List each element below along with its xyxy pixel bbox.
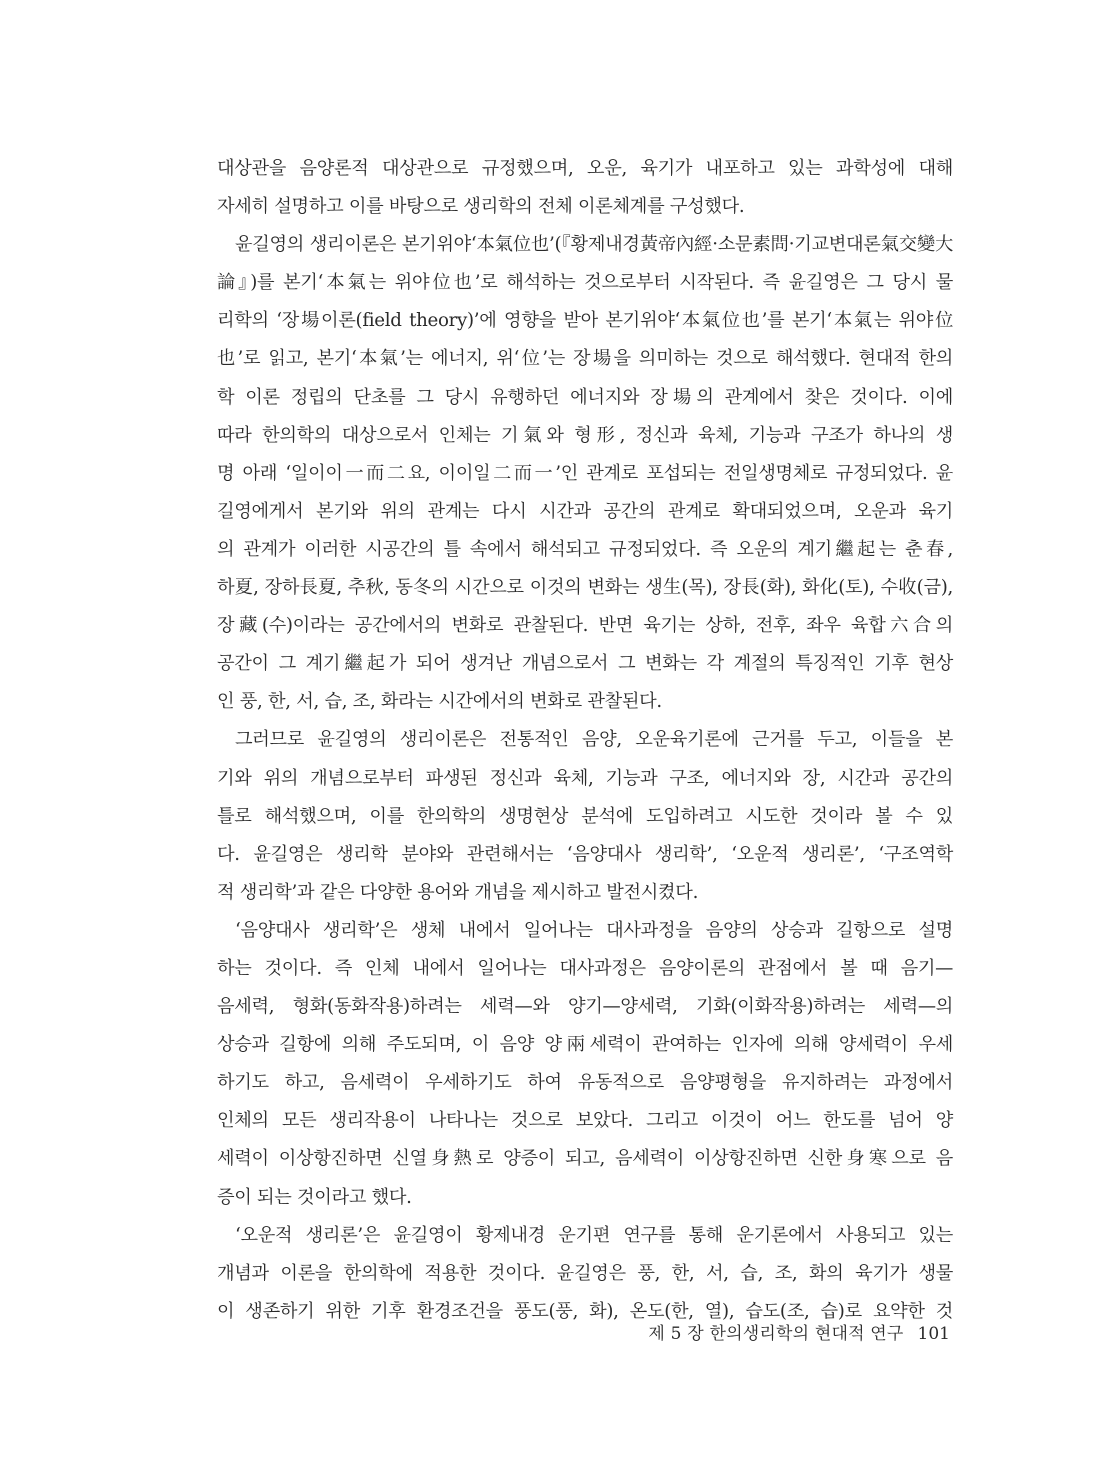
text-line: ‘음양대사 생리학’은 생체 내에서 일어나는 대사과정을 음양의 상승과 길항으로 설명 xyxy=(235,919,953,941)
paragraph xyxy=(217,1217,953,1331)
chapter-title: 제 5 장 한의생리학의 현대적 연구 xyxy=(648,1324,904,1344)
text-line: 也’로 읽고, 본기‘本氣’는 에너지, 위‘位’는 장場을 의미하는 것으로 해석했다. 현대적 한의 xyxy=(217,348,953,370)
text-line: 공간이 그 계기繼起가 되어 생겨난 개념으로서 그 변화는 각 계절의 특징적인 기후 현상 xyxy=(217,653,953,675)
text-line: 적 생리학’과 같은 다양한 용어와 개념을 제시하고 발전시켰다. xyxy=(217,881,699,903)
text-line: 학 이론 정립의 단초를 그 당시 유행하던 에너지와 장場의 관계에서 찾은 것이다. 이에 xyxy=(217,386,953,408)
text-line: 자세히 설명하고 이를 바탕으로 생리학의 전체 이론체계를 구성했다. xyxy=(217,196,745,218)
text-line: 틀로 해석했으며, 이를 한의학의 생명현상 분석에 도입하려고 시도한 것이라 볼 수 있 xyxy=(217,805,953,827)
text-line: 길영에게서 본기와 위의 관계는 다시 시간과 공간의 관계로 확대되었으며, 오운과 육기 xyxy=(217,500,953,522)
text-line: 세력이 이상항진하면 신열身熱로 양증이 되고, 음세력이 이상항진하면 신한身寒으로 음 xyxy=(217,1148,953,1170)
text-line: 하는 것이다. 즉 인체 내에서 일어나는 대사과정은 음양이론의 관점에서 볼 때 음기— xyxy=(217,957,953,979)
text-line: 개념과 이론을 한의학에 적용한 것이다. 윤길영은 풍, 한, 서, 습, 조, 화의 육기가 생물 xyxy=(217,1262,953,1284)
text-line: 기와 위의 개념으로부터 파생된 정신과 육체, 기능과 구조, 에너지와 장, 시간과 공간의 xyxy=(217,767,953,789)
text-line: 증이 되는 것이라고 했다. xyxy=(217,1186,412,1208)
text-line: 윤길영의 생리이론은 본기위야‘本氣位也’(『황제내경黃帝內經·소문素問·기교변대론氣交變大 xyxy=(235,234,953,256)
running-footer xyxy=(600,1322,950,1346)
paragraph xyxy=(217,226,953,721)
text-line: 대상관을 음양론적 대상관으로 규정했으며, 오운, 육기가 내포하고 있는 과학성에 대해 xyxy=(217,158,953,179)
text-line: 이 생존하기 위한 기후 환경조건을 풍도(풍, 화), 온도(한, 열), 습도(조, 습)로 요약한 것 xyxy=(217,1300,953,1322)
text-line: 다. 윤길영은 생리학 분야와 관련해서는 ‘음양대사 생리학’, ‘오운적 생리론’, ‘구조역학 xyxy=(217,843,953,865)
text-line: 장藏(수)이라는 공간에서의 변화로 관찰된다. 반면 육기는 상하, 전후, 좌우 육합六合의 xyxy=(217,615,953,637)
text-line: 리학의 ‘장場이론(field theory)’에 영향을 받아 본기위야‘本氣位也’를 본기‘本氣는 위야位 xyxy=(217,310,953,332)
text-line: 인 풍, 한, 서, 습, 조, 화라는 시간에서의 변화로 관찰된다. xyxy=(217,691,662,713)
text-line: 인체의 모든 생리작용이 나타나는 것으로 보았다. 그리고 이것이 어느 한도를 넘어 양 xyxy=(217,1110,953,1132)
text-line: 따라 한의학의 대상으로서 인체는 기氣와 형形, 정신과 육체, 기능과 구조가 하나의 생 xyxy=(217,424,953,446)
text-line: ‘오운적 생리론’은 윤길영이 황제내경 운기편 연구를 통해 운기론에서 사용되고 있는 xyxy=(235,1224,953,1246)
page-number: 101 xyxy=(917,1324,950,1344)
text-line: 하기도 하고, 음세력이 우세하기도 하여 유동적으로 음양평형을 유지하려는 과정에서 xyxy=(217,1072,953,1094)
text-line: 상승과 길항에 의해 주도되며, 이 음양 양兩세력이 관여하는 인자에 의해 양세력이 우세 xyxy=(217,1034,953,1056)
text-line: 하夏, 장하長夏, 추秋, 동冬의 시간으로 이것의 변화는 생生(목), 장長(화), 화化(토), 수收(금), xyxy=(217,577,953,599)
text-line: 論』)를 본기‘本氣는 위야位也’로 해석하는 것으로부터 시작된다. 즉 윤길영은 그 당시 물 xyxy=(217,272,953,294)
paragraph xyxy=(217,721,953,911)
paragraph xyxy=(217,150,953,226)
paragraph xyxy=(217,912,953,1217)
text-line: 의 관계가 이러한 시공간의 틀 속에서 해석되고 규정되었다. 즉 오운의 계기繼起는 춘春, xyxy=(217,538,953,560)
text-line: 그러므로 윤길영의 생리이론은 전통적인 음양, 오운육기론에 근거를 두고, 이들을 본 xyxy=(235,729,953,751)
page-body xyxy=(217,150,953,1331)
text-line: 명 아래 ‘일이이一而二요, 이이일二而一’인 관계로 포섭되는 전일생명체로 규정되었다. 윤 xyxy=(217,462,953,484)
text-line: 음세력, 형화(동화작용)하려는 세력—와 양기—양세력, 기화(이화작용)하려는 세력—의 xyxy=(217,996,953,1018)
